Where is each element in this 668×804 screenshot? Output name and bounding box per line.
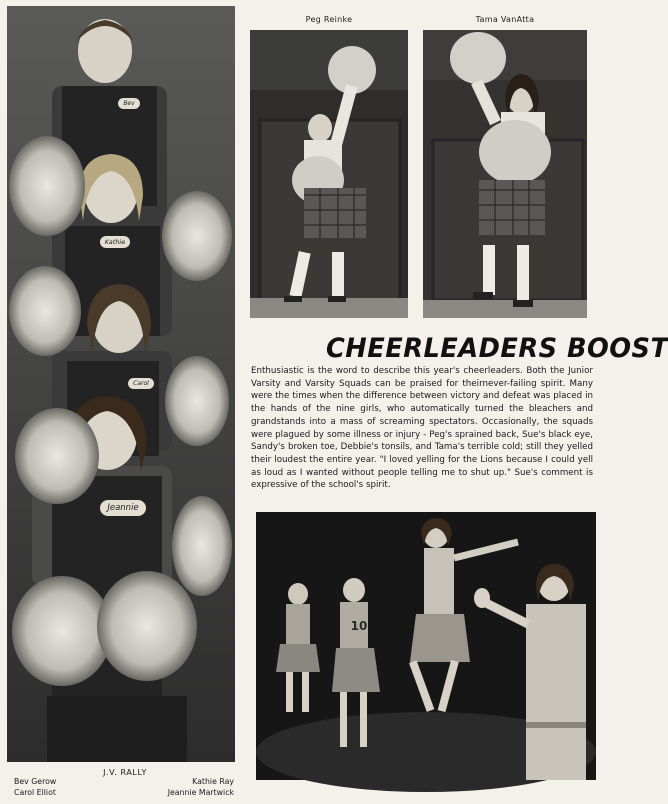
badge-carol-label: Carol [133, 380, 149, 387]
badge-bev-label: Bev [123, 100, 135, 107]
peg-reinke-photo [250, 30, 408, 318]
headline: CHEERLEADERS BOOST [326, 333, 668, 364]
jv-cheerleaders-photo [7, 6, 235, 762]
name-carol-elliot: Carol Elliot [14, 788, 56, 797]
badge-kathie [100, 236, 130, 248]
badge-carol [128, 378, 154, 389]
jersey-number-mark [351, 619, 368, 633]
article-body: Enthusiastic is the word to describe this year's cheerleaders. Both the Junior Varsity and Varsity Squads can be praised for theirnever-failing spirit. Many were the times when the difference between victory and defeat was placed in the hands of the nine girls, who automatically turned the bleachers and grandstands into a mass of screaming spectators. Occasionally, the squads were plagued by some illness or injury - Peg's sprained back, Sue's black eye, Sandy's broken toe, Debbie's tonsils, and Tama's terrible cold; still they yelled their loudest the entire year. "I loved yelling for the Lions because I could yell as loud as I wanted without people telling me to shut up." Sue's comment is expressive of the school's spirit. [251, 366, 593, 491]
name-bev-gerow: Bev Gerow [14, 777, 57, 786]
jv-rally-photo [256, 512, 596, 780]
jersey-number: 10 [350, 619, 368, 633]
names-left [14, 776, 56, 798]
tama-vanatta-photo [423, 30, 587, 318]
badge-kathie-label: Kathie [104, 238, 126, 246]
badge-jeannie-label: Jeannie [107, 503, 139, 513]
badge-bev [118, 98, 140, 109]
name-jeannie-martwick: Jeannie Martwick [167, 788, 234, 797]
peg-caption: Peg Reinke [305, 15, 353, 24]
name-kathie-ray: Kathie Ray [192, 777, 234, 786]
names-right [150, 776, 234, 798]
rally-caption: J.V. RALLY [103, 768, 147, 777]
tama-caption: Tama VanAtta [475, 15, 535, 24]
badge-jeannie [100, 500, 146, 516]
